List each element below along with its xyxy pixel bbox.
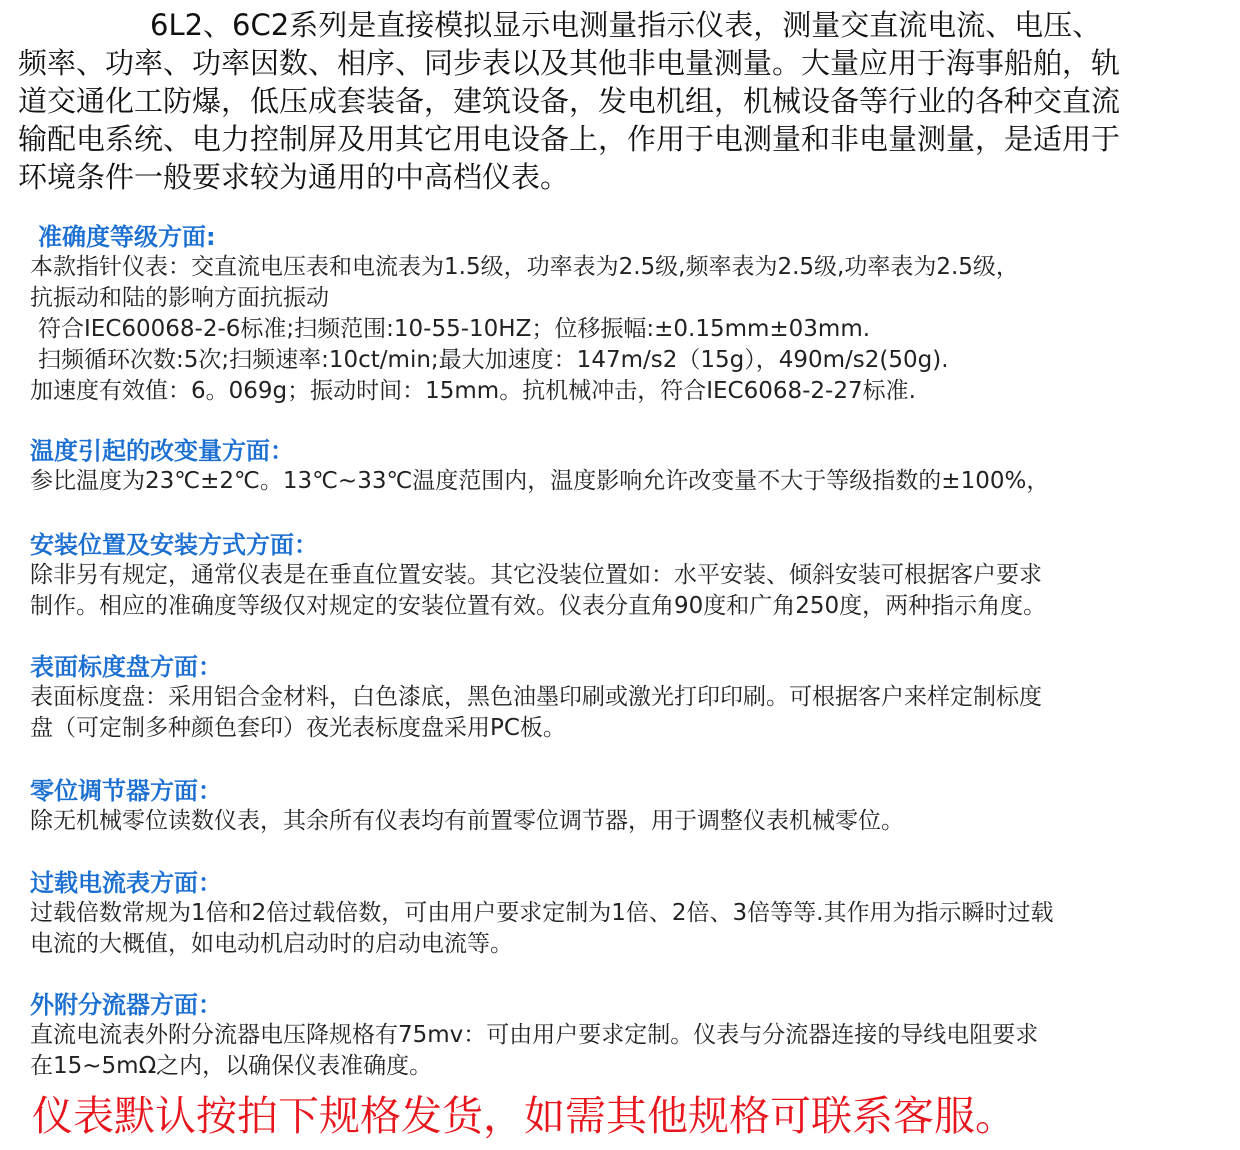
section-line: 表面标度盘：采用铝合金材料，白色漆底，黑色油墨印刷或激光打印印刷。可根据客户来样定制标度 [30, 684, 1042, 710]
section-body [30, 252, 1230, 407]
section-shunt [30, 990, 1230, 1082]
section-overload [30, 868, 1230, 960]
section-dial [30, 652, 1230, 744]
section-body [30, 466, 1230, 497]
section-title: 表面标度盘方面： [30, 653, 222, 681]
intro-line: 道交通化工防爆，低压成套装备，建筑设备，发电机组，机械设备等行业的各种交直流 [18, 84, 1121, 118]
section-line: 直流电流表外附分流器电压降规格有75mv：可由用户要求定制。仪表与分流器连接的导线电阻要求 [30, 1022, 1039, 1048]
section-line: 加速度有效值：6。069g；振动时间：15mm。抗机械冲击，符合IEC6068-2-27标准. [30, 378, 916, 404]
section-title: 过载电流表方面： [30, 869, 222, 897]
section-temperature [30, 436, 1230, 497]
section-line: 除无机械零位读数仪表，其余所有仪表均有前置零位调节器，用于调整仪表机械零位。 [30, 808, 904, 834]
intro-line: 频率、功率、功率因数、相序、同步表以及其他非电量测量。大量应用于海事船舶，轨 [18, 46, 1121, 80]
shipping-notice: 仪表默认按拍下规格发货，如需其他规格可联系客服。 [32, 1092, 1016, 1140]
section-line: 符合IEC60068-2-6标准;扫频范围:10-55-10HZ；位移振幅:±0.15mm±03mm. [38, 316, 871, 342]
section-body [30, 1020, 1230, 1082]
section-line: 抗振动和陆的影响方面抗振动 [30, 285, 329, 311]
section-line: 参比温度为23℃±2℃。13℃~33℃温度范围内，温度影响允许改变量不大于等级指数的±100%， [30, 468, 1050, 494]
section-body [30, 682, 1230, 744]
intro-line: 输配电系统、电力控制屏及用其它用电设备上，作用于电测量和非电量测量，是适用于 [18, 122, 1121, 156]
section-line: 过载倍数常规为1倍和2倍过载倍数，可由用户要求定制为1倍、2倍、3倍等等.其作用为指示瞬时过载 [30, 900, 1054, 926]
section-body [30, 806, 1230, 837]
intro-line: 环境条件一般要求较为通用的中高档仪表。 [18, 160, 570, 194]
section-title: 准确度等级方面: [38, 223, 216, 251]
section-line: 本款指针仪表：交直流电压表和电流表为1.5级，功率表为2.5级,频率表为2.5级,功率表为2.5级， [30, 254, 1019, 280]
section-title: 温度引起的改变量方面： [30, 437, 294, 465]
section-title: 零位调节器方面： [30, 777, 222, 805]
intro-line: 6L2、6C2系列是直接模拟显示电测量指示仪表，测量交直流电流、电压、 [150, 8, 1102, 42]
section-body [30, 560, 1230, 622]
section-accuracy [30, 222, 1230, 407]
section-title: 外附分流器方面： [30, 991, 222, 1019]
section-line: 除非另有规定，通常仪表是在垂直位置安装。其它没装位置如：水平安装、倾斜安装可根据客户要求 [30, 562, 1042, 588]
section-zero-adjuster [30, 776, 1230, 837]
section-line: 扫频循环次数:5次;扫频速率:10ct/min;最大加速度：147m/s2（15g），490m/s2(50g). [38, 347, 949, 373]
section-line: 电流的大概值，如电动机启动时的启动电流等。 [30, 931, 513, 957]
section-line: 在15~5mΩ之内，以确保仪表准确度。 [30, 1053, 433, 1079]
section-title: 安装位置及安装方式方面： [30, 531, 318, 559]
section-line: 盘（可定制多种颜色套印）夜光表标度盘采用PC板。 [30, 715, 566, 741]
section-installation [30, 530, 1230, 622]
intro-paragraph [18, 6, 1223, 196]
section-body [30, 898, 1230, 960]
section-line: 制作。相应的准确度等级仅对规定的安装位置有效。仪表分直角90度和广角250度，两种指示角度。 [30, 593, 1047, 619]
